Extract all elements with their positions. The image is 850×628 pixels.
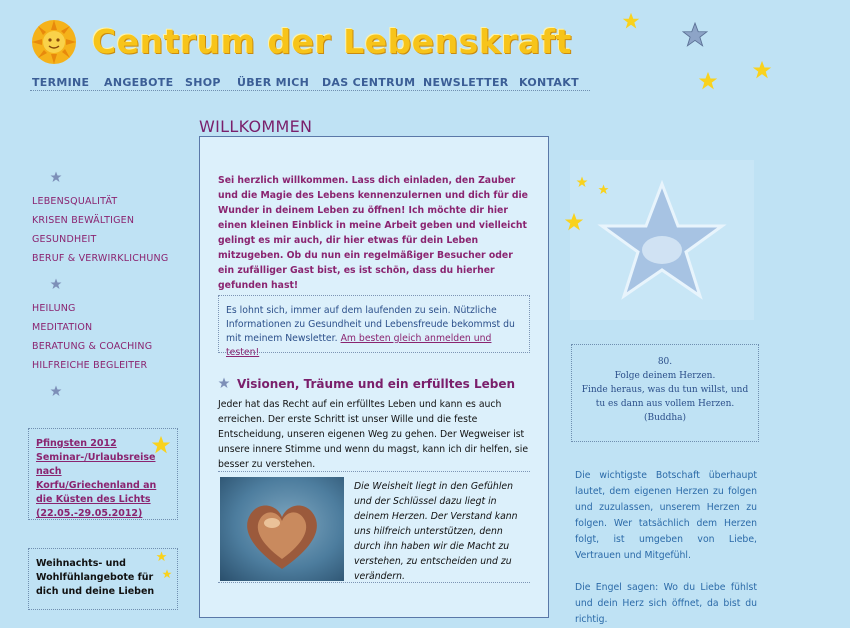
quote-text: Die Weisheit liegt in den Gefühlen und der Schlüssel dazu liegt in deinem Herzen. Der Verstand kann uns hilfreich unterstützen, denn durch ihn haben wir die Macht zu verstehen, zu entscheiden und zu verändern. [354,481,518,582]
quote-box [218,471,530,583]
star-icon [50,385,62,397]
sidebar-item-begleiter[interactable]: HILFREICHE BEGLEITER [32,360,148,371]
star-icon [752,60,772,80]
star-icon [682,22,708,48]
sidebar-item-krisen[interactable]: KRISEN BEWÄLTIGEN [32,215,135,226]
nav-shop[interactable]: SHOP [185,76,221,89]
promo-link[interactable]: Pfingsten 2012 Seminar-/Urlaubsreise nach Korfu/Griechenland an die Küsten des Lichts (22.05.-29.05.2012) [36,438,157,519]
star-icon [218,377,230,389]
nav-termine[interactable]: TERMINE [32,76,90,89]
nav-das-centrum[interactable]: DAS CENTRUM [322,76,416,89]
right-paragraph-1: Die wichtigste Botschaft überhaupt lautet, dem eigenen Herzen zu folgen und zuzulassen, unserem Herzen zu folgen. Wer tatsächlich dem Herzen folgt, ist umgeben von Liebe, Vertrauen und Mitgefühl. [575,470,757,561]
section-title: Visionen, Träume und ein erfülltes Leben [237,377,516,391]
sun-logo-icon[interactable] [30,18,78,66]
nav-newsletter[interactable]: NEWSLETTER [423,76,509,89]
sidebar-item-lebensqualitaet[interactable]: LEBENSQUALITÄT [32,196,118,207]
sidebar-item-beruf[interactable]: BERUF & VERWIRKLICHUNG [32,253,169,264]
site-title[interactable]: Centrum der Lebenskraft [92,22,572,61]
star-icon [50,278,62,290]
newsletter-signup-link[interactable]: Am besten gleich anmelden und testen! [226,333,492,358]
main-nav [30,76,590,91]
star-icon [50,171,62,183]
promo2-text[interactable]: Weihnachts- und Wohlfühlangebote für dich und deine Lieben [36,558,155,597]
promo-box-2 [28,548,178,610]
nav-ueber-mich[interactable]: ÜBER MICH [237,76,310,89]
right-text [575,468,757,628]
star-icon [576,176,588,188]
buddha-quote [576,355,754,425]
star-icon [622,12,640,30]
buddha-quote-box [571,344,759,442]
star-icon [162,569,172,579]
quote-number: 80. [657,357,673,367]
main-content-box [199,136,549,618]
quote-author: (Buddha) [643,413,687,423]
right-paragraph-2: Die Engel sagen: Wo du Liebe fühlst und dein Herz sich öffnet, da bist du richtig. [575,582,757,625]
star-icon [598,184,609,195]
page-title: WILLKOMMEN [199,117,313,136]
star-icon [564,212,584,232]
star-icon [698,71,718,91]
sidebar-item-heilung[interactable]: HEILUNG [32,303,76,314]
quote-line: tu es dann aus vollem Herzen. [595,399,735,409]
newsletter-text [226,304,522,360]
star-image [570,160,754,320]
intro-text: Sei herzlich willkommen. Lass dich einladen, den Zauber und die Magie des Lebens kennenzulernen und dich für die Wunder in deinem Leben zu öffnen! Ich möchte dir hier einen kleinen Einblick in meine Arbeit geben und vielleicht gelingt es mir auch, dir hier etwas für dein Leben mitzugeben. Ob du nun ein regelmäßiger Besucher oder ein zufälliger Gast bist, es ist schön, dass du hierher gefunden hast! [218,175,528,291]
nav-angebote[interactable]: ANGEBOTE [104,76,174,89]
quote-line: Finde heraus, was du tun willst, und [581,385,749,395]
newsletter-description: Es lohnt sich, immer auf dem laufenden zu sein. Nützliche Informationen zu Gesundheit und Lebensfreude bekommst du mit meinem Newsletter. [226,305,515,344]
sidebar-item-meditation[interactable]: MEDITATION [32,322,93,333]
promo-box [28,428,178,520]
sidebar-item-gesundheit[interactable]: GESUNDHEIT [32,234,97,245]
sidebar-item-beratung[interactable]: BERATUNG & COACHING [32,341,153,352]
nav-kontakt[interactable]: KONTAKT [519,76,579,89]
star-icon [151,435,171,455]
star-icon [156,551,167,562]
quote-line: Folge deinem Herzen. [614,371,716,381]
newsletter-box [218,295,530,358]
section-text: Jeder hat das Recht auf ein erfülltes Leben und kann es auch erreichen. Der erste Schritt ist unser Wille und die feste Entscheidung, unseren eigenen Weg zu gehen. Der Wegweiser ist unsere innere Stimme und wenn du magst, kann ich dir helfen, sie besser zu verstehen. [218,399,529,470]
heart-image [220,477,344,581]
